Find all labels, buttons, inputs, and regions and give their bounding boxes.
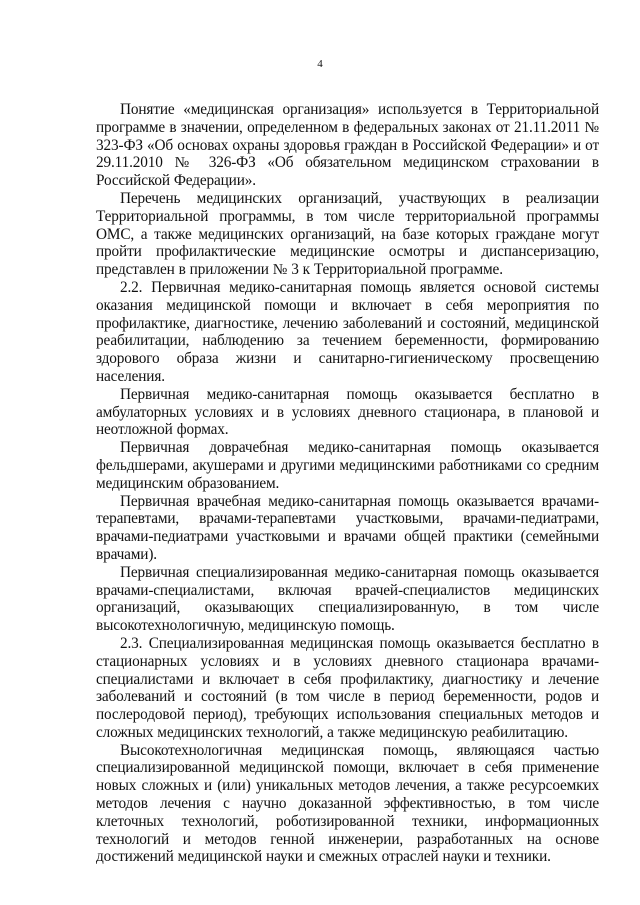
paragraph-high-tech-care: Высокотехнологичная медицинская помощь, являющаяся частью специализированной медицинской помощи, включает в себя применение новых сложных и (или) уникальных методов лечения, а также ресурсоемких методов лечения с научно доказанной эффективностью, в том числе клеточных технологий, роботизированной техники, информационных технологий и методов генной инженерии, разработанных на основе достижений медицинской науки и смежных отраслей науки и техники. (96, 741, 599, 866)
document-body (96, 101, 599, 866)
paragraph-primary-care-definition: 2.2. Первичная медико-санитарная помощь является основой системы оказания медицинской помощи и включает в себя мероприятия по профилактике, диагностике, лечению заболеваний и состояний, медицинской реабилитации, наблюдению за течением беременности, формированию здорового образа жизни и санитарно-гигиеническому просвещению населения. (96, 278, 599, 385)
paragraph-specialized-care: 2.3. Специализированная медицинская помощь оказывается бесплатно в стационарных условиях и в условиях дневного стационара врачами-специалистами и включает в себя профилактику, диагностику и лечение заболеваний и состояний (в том числе в период беременности, родов и послеродовой период), требующих использования специальных методов и сложных медицинских технологий, а также медицинскую реабилитацию. (96, 634, 599, 741)
paragraph-specialized-primary-care: Первичная специализированная медико-санитарная помощь оказывается врачами-специалистами, включая врачей-специалистов медицинских организаций, оказывающих специализированную, в том числе высокотехнологичную, медицинскую помощь. (96, 563, 599, 635)
page-number: 4 (317, 58, 323, 70)
paragraph-doctor-care: Первичная врачебная медико-санитарная помощь оказывается врачами-терапевтами, врачами-терапевтами участковыми, врачами-педиатрами, врачами-педиатрами участковыми и врачами общей практики (семейными врачами). (96, 492, 599, 563)
paragraph-organizations-list: Перечень медицинских организаций, участвующих в реализации Территориальной программы, в том числе территориальной программы ОМС, а также медицинских организаций, на базе которых граждане могут пройти профилактические медицинские осмотры и диспансеризацию, представлен в приложении № 3 к Территориальной программе. (96, 189, 599, 279)
paragraph-primary-care-free: Первичная медико-санитарная помощь оказывается бесплатно в амбулаторных условиях и в условиях дневного стационара, в плановой и неотложной формах. (96, 385, 599, 439)
paragraph-pre-doctor-care: Первичная доврачебная медико-санитарная помощь оказывается фельдшерами, акушерами и другими медицинскими работниками со средним медицинским образованием. (96, 439, 599, 492)
paragraph-medical-organization-concept: Понятие «медицинская организация» используется в Территориальной программе в значении, определенном в федеральных законах от 21.11.2011 № 323-ФЗ «Об основах охраны здоровья граждан в Российской Федерации» и от 29.11.2010 № 326-ФЗ «Об обязательном медицинском страховании в Российской Федерации». (96, 101, 599, 190)
